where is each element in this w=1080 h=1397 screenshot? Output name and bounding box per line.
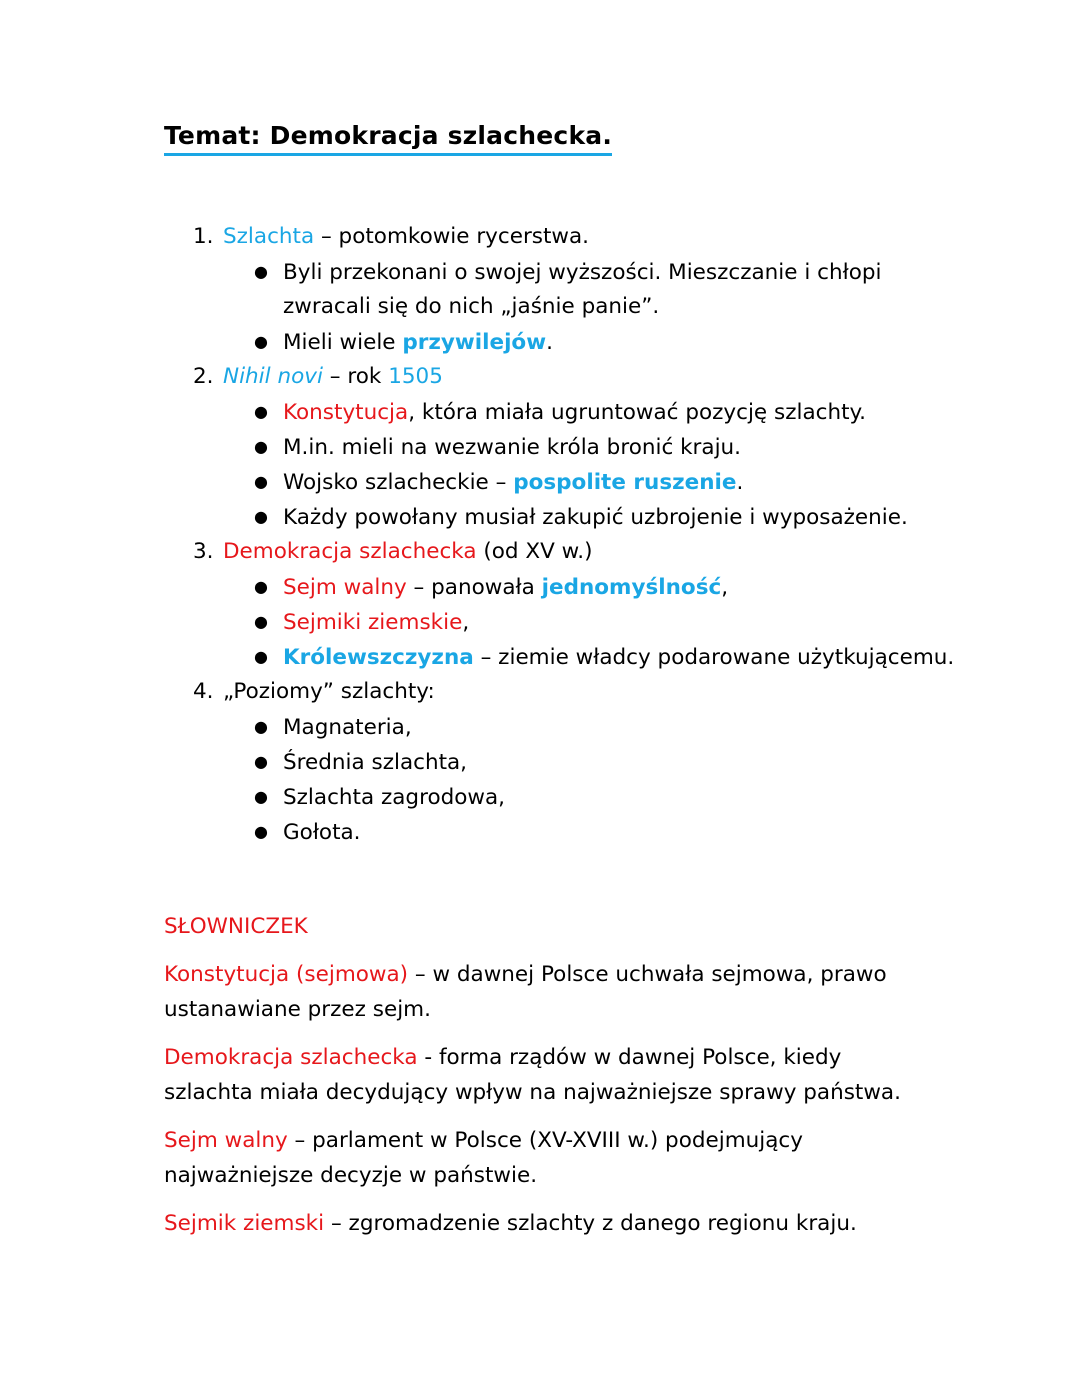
year-1505: 1505 <box>388 364 443 389</box>
item-text: – potomkowie rycerstwa. <box>314 224 590 249</box>
bullet-item <box>254 327 553 358</box>
bullet-item <box>254 712 412 743</box>
bullet-text: Magnateria, <box>283 715 412 740</box>
glossary-entry-sejm-walny <box>164 1126 803 1156</box>
item-text: – rok <box>322 364 389 389</box>
glossary-definition: – zgromadzenie szlachty z danego regionu kraju. <box>324 1211 857 1236</box>
bullet-item <box>254 502 908 533</box>
bullet-text: , <box>462 610 470 635</box>
bullet-icon: ● <box>254 822 268 841</box>
bullet-icon: ● <box>254 752 268 771</box>
bullet-text: Wojsko szlacheckie – <box>283 470 514 495</box>
term-sejmiki-ziemskie: Sejmiki ziemskie <box>283 610 463 635</box>
bullet-item <box>254 432 741 463</box>
item-number: 3. <box>193 539 214 564</box>
bullet-item <box>254 467 743 498</box>
item-text: (od XV w.) <box>476 539 593 564</box>
glossary-entry-sejmik-ziemski <box>164 1209 857 1239</box>
bullet-item <box>254 397 866 428</box>
item-number: 4. <box>193 679 214 704</box>
bullet-item <box>254 817 361 848</box>
bullet-icon: ● <box>254 787 268 806</box>
glossary-entry-continuation <box>164 995 431 1025</box>
item-number: 1. <box>193 224 214 249</box>
bullet-item <box>254 257 881 288</box>
bullet-item <box>254 607 469 638</box>
bullet-continuation <box>283 292 659 322</box>
bullet-icon: ● <box>254 332 268 351</box>
glossary-definition: - forma rządów w dawnej Polsce, kiedy <box>417 1045 842 1070</box>
bullet-text: , która miała ugruntować pozycję szlachty. <box>408 400 867 425</box>
bullet-item <box>254 572 728 603</box>
bullet-text: Średnia szlachta, <box>283 750 468 775</box>
bullet-text: Każdy powołany musiał zakupić uzbrojenie i wyposażenie. <box>283 505 908 530</box>
item-number: 2. <box>193 364 214 389</box>
bullet-text: M.in. mieli na wezwanie króla bronić kraju. <box>283 435 742 460</box>
term-przywilejow: przywilejów <box>402 330 547 355</box>
glossary-definition: szlachta miała decydujący wpływ na najważniejsze sprawy państwa. <box>164 1080 901 1105</box>
glossary-definition: najważniejsze decyzje w państwie. <box>164 1163 538 1188</box>
bullet-icon: ● <box>254 402 268 421</box>
page-title: Temat: Demokracja szlachecka. <box>164 120 612 156</box>
glossary-entry-demokracja <box>164 1043 841 1073</box>
list-item-1 <box>193 222 589 252</box>
bullet-text: . <box>546 330 553 355</box>
bullet-icon: ● <box>254 472 268 491</box>
bullet-text: – panowała <box>406 575 542 600</box>
glossary-term: Demokracja szlachecka <box>164 1045 418 1070</box>
bullet-text: Szlachta zagrodowa, <box>283 785 505 810</box>
term-pospolite-ruszenie: pospolite ruszenie <box>513 470 737 495</box>
list-item-2 <box>193 362 443 392</box>
item-text: „Poziomy” szlachty: <box>223 679 435 704</box>
bullet-icon: ● <box>254 262 268 281</box>
bullet-icon: ● <box>254 437 268 456</box>
bullet-icon: ● <box>254 612 268 631</box>
glossary-term: Konstytucja (sejmowa) <box>164 962 409 987</box>
term-konstytucja: Konstytucja <box>283 400 409 425</box>
term-szlachta: Szlachta <box>223 224 315 249</box>
term-krolewszczyzna: Królewszczyzna <box>283 645 474 670</box>
bullet-item <box>254 782 505 813</box>
term-jednomyslnosc: jednomyślność <box>541 575 722 600</box>
glossary-definition: – parlament w Polsce (XV-XVIII w.) podejmujący <box>287 1128 803 1153</box>
bullet-text: – ziemie władcy podarowane użytkującemu. <box>473 645 955 670</box>
glossary-entry-continuation <box>164 1161 537 1191</box>
glossary-definition: – w dawnej Polsce uchwała sejmowa, prawo <box>408 962 887 987</box>
bullet-text: Gołota. <box>283 820 361 845</box>
bullet-text: . <box>736 470 744 495</box>
glossary-term: Sejmik ziemski <box>164 1211 325 1236</box>
bullet-text: zwracali się do nich „jaśnie panie”. <box>283 294 660 319</box>
glossary-term: Sejm walny <box>164 1128 288 1153</box>
list-item-3 <box>193 537 593 567</box>
bullet-icon: ● <box>254 577 268 596</box>
bullet-icon: ● <box>254 507 268 526</box>
bullet-item <box>254 747 467 778</box>
term-sejm-walny: Sejm walny <box>283 575 407 600</box>
bullet-text: Mieli wiele <box>283 330 403 355</box>
list-item-4 <box>193 677 435 707</box>
glossary-heading: SŁOWNICZEK <box>164 914 308 939</box>
bullet-item <box>254 642 954 673</box>
glossary-definition: ustanawiane przez sejm. <box>164 997 431 1022</box>
term-nihil-novi: Nihil novi <box>223 364 323 389</box>
bullet-text: , <box>721 575 729 600</box>
bullet-icon: ● <box>254 717 268 736</box>
bullet-text: Byli przekonani o swojej wyższości. Mieszczanie i chłopi <box>283 260 882 285</box>
term-demokracja-szlachecka: Demokracja szlachecka <box>223 539 477 564</box>
bullet-icon: ● <box>254 647 268 666</box>
glossary-entry-konstytucja <box>164 960 887 990</box>
glossary-entry-continuation <box>164 1078 901 1108</box>
